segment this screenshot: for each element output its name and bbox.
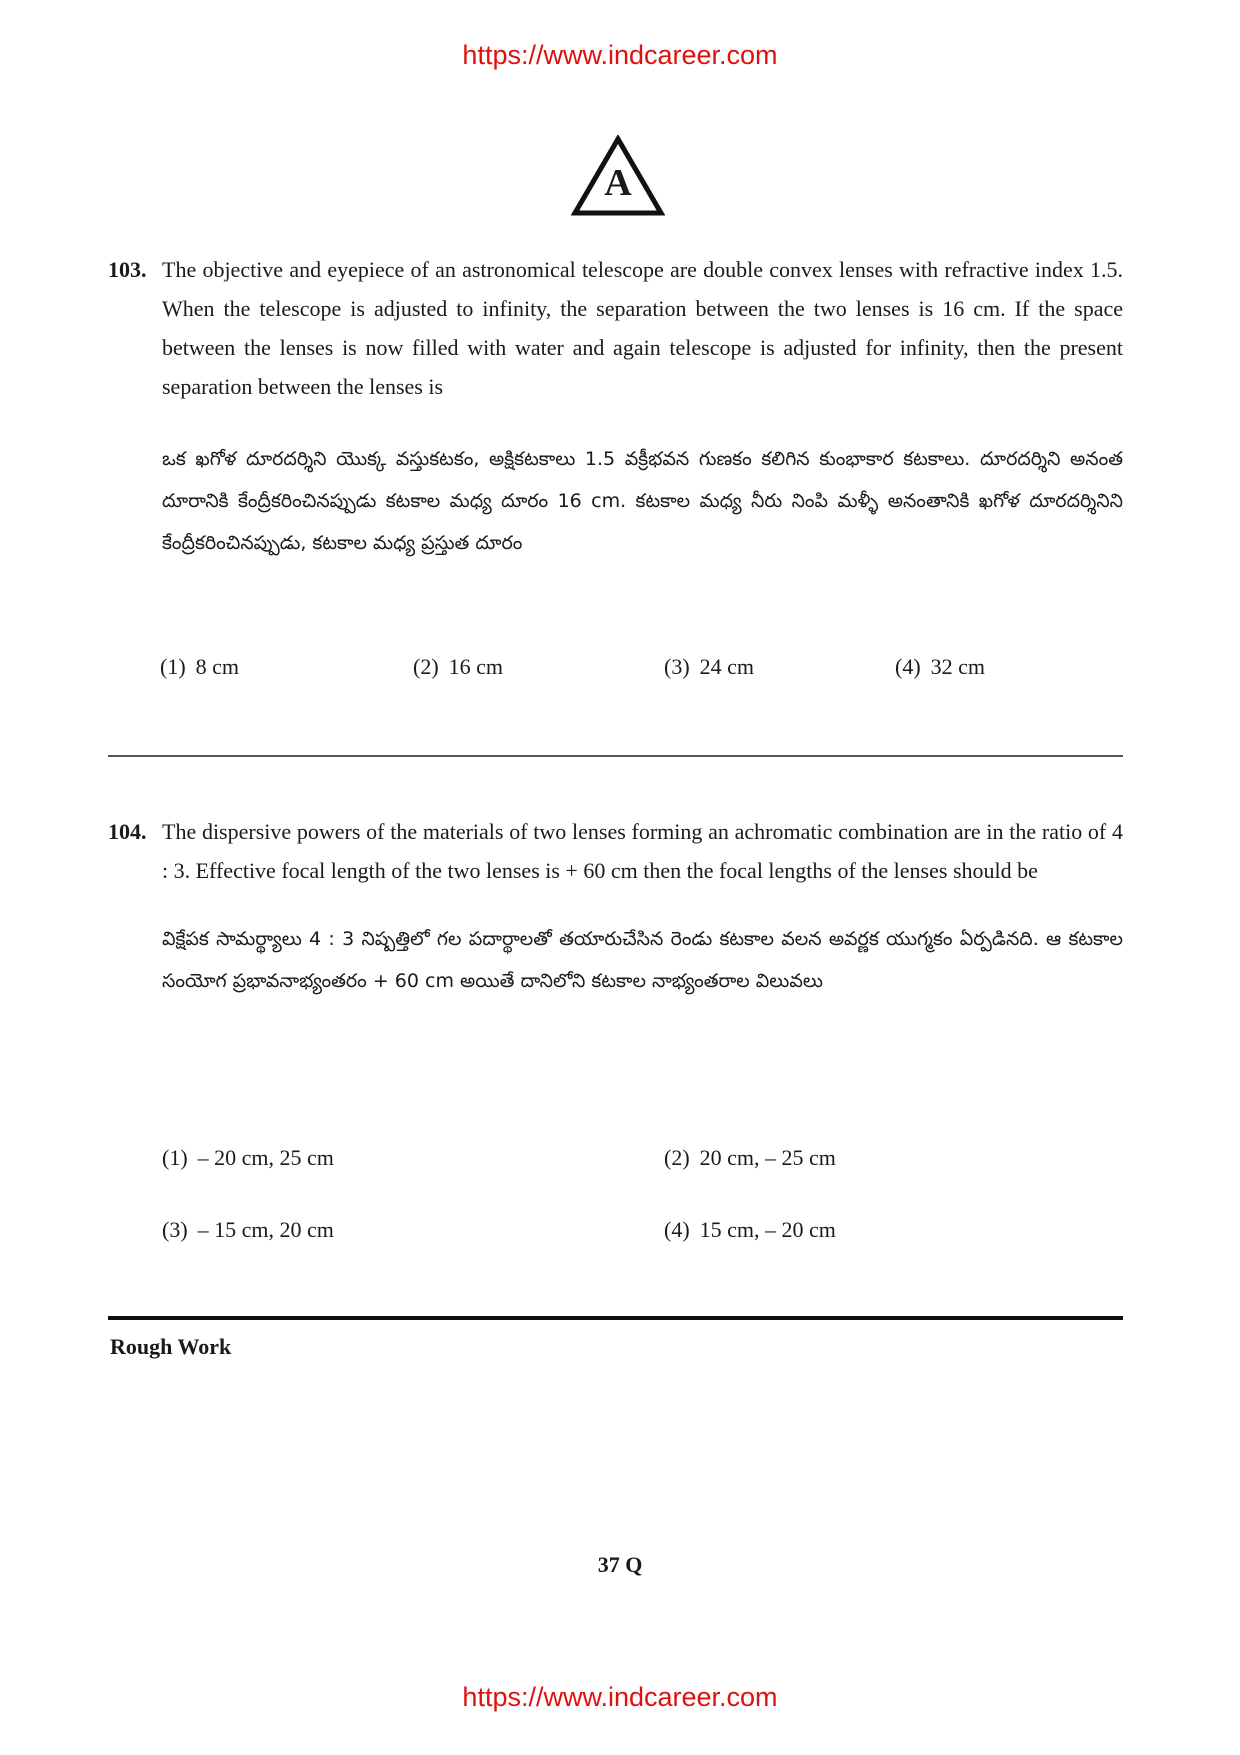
option-3[interactable] bbox=[162, 1215, 334, 1245]
option-value: 24 cm bbox=[699, 654, 755, 679]
question-text-english: The dispersive powers of the materials of two lenses forming an achromatic combination are in the ratio of 4 : 3. Effective focal length of the two lenses is + 60 cm then the focal lengths of the lenses should be bbox=[162, 819, 1123, 883]
option-value: 20 cm, – 25 cm bbox=[699, 1145, 836, 1170]
question-text-telugu: విక్షేపక సామర్థ్యాలు 4 : 3 నిష్పత్తిలో గల పదార్థాలతో తయారుచేసిన రెండు కటకాల వలన అవర్ణక యుగ్మకం ఏర్పడినది. ఆ కటకాల సంయోగ ప్రభావనాభ్యంతరం + 60 cm అయితే దానిలోని కటకాల నాభ్యంతరాల విలువలు bbox=[162, 928, 1123, 992]
question-text-english: The objective and eyepiece of an astronomical telescope are double convex lenses with refractive index 1.5. When the telescope is adjusted to infinity, the separation between the two lenses is 16 cm. If the space between the lenses is now filled with water and again telescope is adjusted for infinity, then the present separation between the lenses is bbox=[162, 257, 1123, 399]
rough-work-divider bbox=[108, 1316, 1123, 1320]
option-label: (2) bbox=[413, 654, 439, 679]
option-value: 16 cm bbox=[448, 654, 504, 679]
question-103 bbox=[108, 250, 1123, 564]
option-1[interactable] bbox=[160, 652, 239, 682]
option-label: (4) bbox=[895, 654, 921, 679]
option-value: 8 cm bbox=[195, 654, 240, 679]
option-value: 32 cm bbox=[930, 654, 986, 679]
option-label: (3) bbox=[664, 654, 690, 679]
set-code-letter: A bbox=[604, 162, 632, 204]
option-value: 15 cm, – 20 cm bbox=[699, 1217, 836, 1242]
question-104-options bbox=[108, 1143, 1123, 1253]
watermark-url-top[interactable]: https://www.indcareer.com bbox=[462, 40, 778, 70]
option-4[interactable] bbox=[664, 1215, 836, 1245]
option-label: (4) bbox=[664, 1217, 690, 1242]
option-2[interactable] bbox=[664, 1143, 836, 1173]
question-104 bbox=[108, 812, 1123, 1002]
page-number: 37 Q bbox=[597, 1552, 643, 1577]
question-number: 103. bbox=[108, 257, 147, 282]
option-4[interactable] bbox=[895, 652, 985, 682]
question-divider bbox=[108, 755, 1123, 757]
option-label: (2) bbox=[664, 1145, 690, 1170]
option-label: (3) bbox=[162, 1217, 188, 1242]
option-1[interactable] bbox=[162, 1143, 334, 1173]
option-value: – 20 cm, 25 cm bbox=[197, 1145, 334, 1170]
option-value: – 15 cm, 20 cm bbox=[197, 1217, 334, 1242]
question-number: 104. bbox=[108, 819, 147, 844]
option-label: (1) bbox=[162, 1145, 188, 1170]
rough-work-heading: Rough Work bbox=[110, 1334, 232, 1359]
question-103-options bbox=[108, 652, 1123, 692]
option-3[interactable] bbox=[664, 652, 754, 682]
option-label: (1) bbox=[160, 654, 186, 679]
question-text-telugu: ఒక ఖగోళ దూరదర్శిని యొక్క వస్తుకటకం, అక్షికటకాలు 1.5 వక్రీభవన గుణకం కలిగిన కుంభాకార కటకాలు. దూరదర్శిని అనంత దూరానికి కేంద్రీకరించినప్పుడు కటకాల మధ్య దూరం 16 cm. కటకాల మధ్య నీరు నింపి మళ్ళీ అనంతానికి ఖగోళ దూరదర్శినిని కేంద్రీకరించినప్పుడు, కటకాల మధ్య ప్రస్తుత దూరం bbox=[162, 448, 1123, 554]
option-2[interactable] bbox=[413, 652, 503, 682]
watermark-url-bottom[interactable]: https://www.indcareer.com bbox=[462, 1682, 778, 1712]
